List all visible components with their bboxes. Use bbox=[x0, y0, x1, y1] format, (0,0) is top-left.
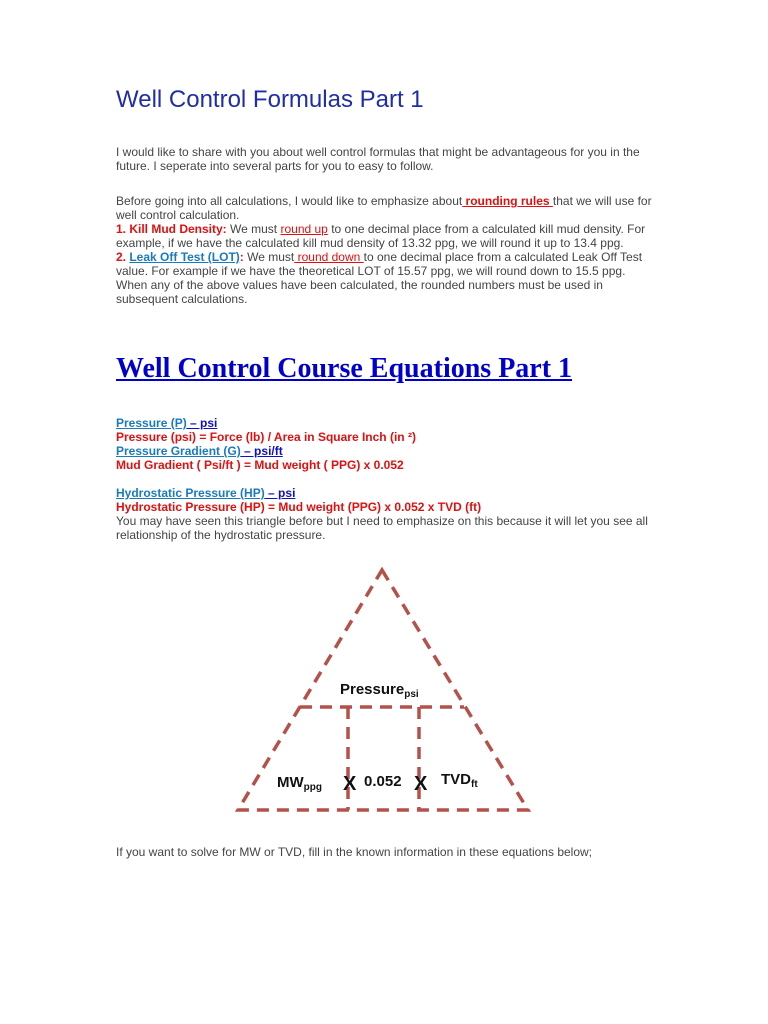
hydrostatic-formula: Hydrostatic Pressure (HP) = Mud weight (PPG) x 0.052 x TVD (ft) bbox=[116, 500, 482, 514]
multiply-sign-1: X bbox=[343, 773, 357, 795]
rule2-number: 2. bbox=[116, 250, 130, 264]
pressure-link[interactable]: Pressure (P) bbox=[116, 416, 187, 430]
round-up-link[interactable]: round up bbox=[280, 222, 328, 236]
gradient-link[interactable]: Pressure Gradient (G) bbox=[116, 444, 241, 458]
rule1-text-b: to one decimal place from a calculated kill mud density. For example, if we have the calculated kill mud density of 13.32 ppg, we will round it up to 13.4 ppg. bbox=[116, 222, 646, 250]
rounding-pre: Before going into all calculations, I would like to emphasize about bbox=[116, 194, 463, 208]
hydrostatic-link[interactable]: Hydrostatic Pressure (HP) bbox=[116, 486, 265, 500]
rule2-colon: : bbox=[239, 250, 244, 264]
round-down-link[interactable]: round down bbox=[294, 250, 364, 264]
triangle-mw-label: $MW_{ppg}$ bbox=[277, 774, 322, 793]
rounding-post: that we will use for well control calculation. bbox=[116, 194, 652, 222]
triangle-pressure-label: Pressure$_{psi}$ bbox=[340, 681, 419, 700]
closing-text: When any of the above values have been calculated, the rounded numbers must be used in subsequent calculations. bbox=[116, 278, 603, 306]
rule2-text-b: to one decimal place from a calculated Leak Off Test value. For example if we have the theoretical LOT of 15.57 ppg, we will round down to 15.5 ppg. bbox=[116, 250, 643, 278]
gradient-unit-link[interactable]: – psi/ft bbox=[240, 444, 283, 458]
pressure-unit-link[interactable]: – psi bbox=[186, 416, 218, 430]
gradient-formula: Mud Gradient ( Psi/ft ) = Mud weight ( PPG) x 0.052 bbox=[116, 458, 404, 472]
section-heading[interactable]: Well Control Course Equations Part 1 bbox=[116, 353, 573, 384]
triangle-tvd-label: $TVD_{ft}$ bbox=[441, 771, 478, 790]
lot-link[interactable]: Leak Off Test (LOT) bbox=[129, 250, 240, 264]
page-title: Well Control Formulas Part 1 bbox=[116, 86, 424, 113]
rule1-label: 1. Kill Mud Density: bbox=[116, 222, 227, 236]
intro-paragraph: I would like to share with you about well control formulas that might be advantageous for you in the future. I seperate into several parts for you to easy to follow. bbox=[116, 145, 640, 173]
rule1-text-a: We must bbox=[226, 222, 281, 236]
rule2-text-a: We must bbox=[243, 250, 295, 264]
triangle-note: You may have seen this triangle before but I need to emphasize on this because it will let you see all relationship of the hydrostatic pressure. bbox=[116, 514, 648, 542]
triangle-constant-label: 0.052 bbox=[364, 773, 402, 790]
hydrostatic-unit-link[interactable]: – psi bbox=[264, 486, 296, 500]
rounding-rules-link[interactable]: rounding rules bbox=[462, 194, 553, 208]
multiply-sign-2: X bbox=[414, 773, 428, 795]
footer-paragraph: If you want to solve for MW or TVD, fill in the known information in these equations below; bbox=[116, 845, 593, 859]
pressure-formula: Pressure (psi) = Force (lb) / Area in Square Inch (in ²) bbox=[116, 430, 416, 444]
